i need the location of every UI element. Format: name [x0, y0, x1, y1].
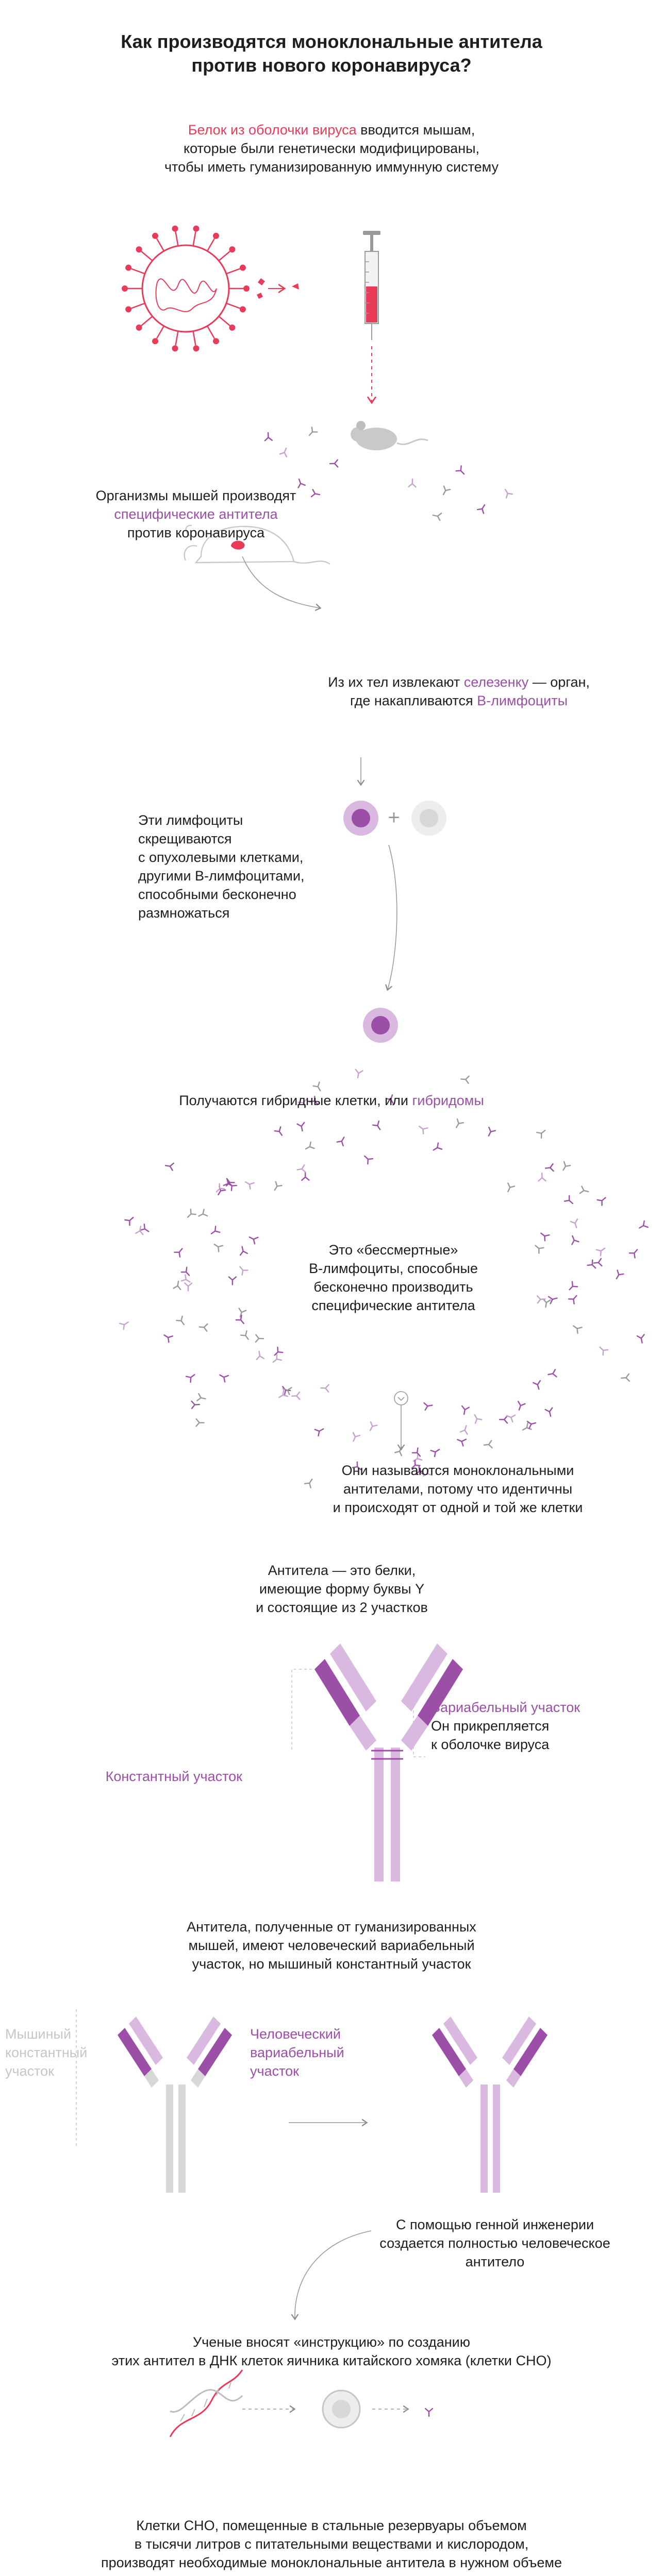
virus-spike [226, 269, 240, 274]
antibody-glyph [248, 1234, 258, 1244]
human-label-line: Человеческий [250, 2026, 341, 2042]
antibody-glyph [354, 1070, 362, 1078]
step-humanized-text [125, 1918, 538, 1973]
antibody-glyph [580, 1187, 589, 1195]
syringe-icon [363, 231, 380, 402]
antibody-glyph [362, 1154, 373, 1164]
antibody-glyph [461, 1075, 469, 1083]
engineering-line: С помощью генной инженерии [395, 2217, 594, 2232]
virus-spike [131, 269, 145, 274]
antibody-glyph [505, 1183, 515, 1193]
coronavirus-icon [122, 226, 250, 351]
virus-spike-tip [229, 246, 235, 252]
immortal-line: В-лимфоциты, способные [309, 1261, 478, 1276]
step-tanks-text [48, 2516, 615, 2572]
monoclonal-line: и происходят от одной и той же клетки [333, 1500, 583, 1515]
antibody-glyph [218, 1372, 228, 1382]
fusion-line: другими В-лимфоцитами, [138, 868, 305, 884]
antibody-glyph [307, 427, 317, 438]
antibody-line: имеющие форму буквы Y [259, 1581, 425, 1597]
antibody-glyph [537, 1296, 545, 1303]
virus-spike-tip [122, 285, 128, 292]
antibody-glyph [174, 1281, 182, 1290]
human-variable-label [250, 2025, 384, 2080]
virus-spike [141, 251, 152, 261]
antibody-glyph [545, 1408, 554, 1417]
antibody-glyph [477, 503, 488, 513]
page-title-line: Как производятся моноклональные антитела [121, 31, 542, 52]
antibody-glyph [165, 1162, 174, 1170]
spleen-line [289, 673, 629, 691]
hybrid-line [125, 1091, 538, 1110]
antibody-glyph [571, 1219, 580, 1229]
step-cho-text [74, 2333, 589, 2370]
immortal-line: специфические антитела [311, 1298, 475, 1313]
antibody-glyph [321, 1384, 328, 1392]
antibody-glyph [538, 1173, 545, 1181]
virus-spike [219, 316, 229, 326]
antibody-glyph [367, 1422, 377, 1432]
cho-line: этих антител в ДНК клеток яичника китайского хомяка (клетки CHO) [111, 2353, 552, 2368]
step-engineering-text [361, 2215, 629, 2271]
spleen-line [289, 691, 629, 710]
antibody-glyph [527, 1419, 537, 1428]
immortal-line: бесконечно производить [313, 1279, 473, 1295]
virus-spike-tip [152, 233, 158, 239]
virus-spikes [122, 226, 250, 351]
organisms-highlight: специфические антитела [114, 506, 278, 522]
antibody-glyph [212, 1241, 223, 1251]
virus-spike [219, 251, 229, 261]
spleen-post: — орган, [528, 674, 590, 690]
antibody-glyph [197, 1209, 207, 1219]
antibody-glyph [629, 1247, 640, 1258]
antibody-glyph [548, 1369, 556, 1378]
virus-spike [207, 239, 214, 251]
virus-spike [193, 331, 196, 346]
antibody-glyph [637, 1334, 646, 1343]
antibody-glyph [315, 1426, 325, 1436]
spleen-pre: Из их тел извлекают [328, 674, 464, 690]
antibody-glyph [440, 486, 450, 496]
antibody-glyph [277, 1390, 287, 1400]
tanks-line: Клетки CHO, помещенные в стальные резервуары объемом [136, 2518, 527, 2533]
virus-spike [157, 326, 164, 338]
virus-spike [207, 326, 214, 338]
cho-line: Ученые вносят «инструкцию» по созданию [193, 2334, 470, 2350]
organisms-line: против коронавируса [127, 525, 265, 540]
page-title-line: против нового коронавируса? [191, 55, 472, 76]
virus-spike [131, 303, 145, 309]
antibody-glyph [638, 1221, 648, 1231]
human-label-line: участок [250, 2063, 299, 2079]
step-hybrid-text [125, 1091, 538, 1110]
monoclonal-line: Они называются моноклональными [341, 1463, 574, 1478]
antibody-glyph [337, 1136, 347, 1146]
step-antibody-text [228, 1561, 455, 1617]
constant-label: Константный участок [105, 1769, 242, 1784]
antibody-glyph [571, 1323, 582, 1333]
antibody-glyph [593, 1259, 602, 1266]
curved-arrow [295, 2231, 371, 2318]
antibody-line: и состоящие из 2 участков [256, 1600, 428, 1615]
antibody-glyph [539, 1230, 549, 1241]
virus-spike [157, 239, 164, 251]
antibody-glyph [280, 447, 290, 456]
virus-spike-tip [136, 325, 142, 331]
mouse-label-line: константный [5, 2045, 88, 2060]
virus-spike-tip [240, 265, 246, 271]
antibody-glyph [120, 1319, 130, 1329]
virus-spike-tip [243, 285, 250, 292]
antibody-glyph [181, 1267, 192, 1278]
fusion-line: скрещиваются [138, 831, 232, 846]
spleen-icon [231, 541, 245, 550]
antibody-glyph [229, 1277, 236, 1285]
antibody-glyph [456, 1436, 466, 1446]
antibody-glyph [136, 1226, 144, 1234]
virus-spike [193, 232, 196, 246]
antibody-glyph [567, 1282, 577, 1293]
immortal-line: Это «бессмертные» [328, 1242, 458, 1258]
hybridoma-highlight: гибридомы [412, 1093, 484, 1108]
antibody-glyph [297, 1165, 306, 1173]
antibody-glyph [395, 1446, 405, 1456]
antibody-glyph [460, 1425, 470, 1434]
fusion-line: способными бесконечно [138, 887, 296, 902]
page-title [74, 30, 589, 77]
antibody-glyph [549, 1295, 558, 1303]
antibody-glyph [264, 433, 272, 441]
monoclonal-line: антителами, потому что идентичны [343, 1481, 573, 1497]
cho-cell-icon [323, 2391, 360, 2428]
antibody-glyph [569, 1293, 579, 1304]
antibody-glyph [516, 1401, 525, 1411]
antibody-glyph [256, 1335, 263, 1343]
spleen-line2-pre: где накапливаются [350, 693, 477, 708]
antibody-glyph [486, 1127, 495, 1138]
antibody-glyph [598, 1195, 608, 1205]
antibody-glyph [569, 1234, 579, 1244]
virus-spike [141, 316, 152, 326]
antibody-glyph [192, 1401, 200, 1409]
antibody-glyph [588, 1260, 599, 1270]
antibody-glyph [431, 1446, 441, 1456]
tanks-line: производят необходимые моноклональные антитела в нужном объеме [101, 2555, 562, 2570]
protein-highlight: Белок из оболочки вируса [188, 122, 357, 138]
protein-fragments-icon [257, 278, 299, 299]
step-immortal-text [285, 1241, 502, 1315]
antibody-glyph [244, 1179, 254, 1189]
antibody-glyph [537, 1128, 547, 1138]
variable-desc-line: к оболочке вируса [431, 1737, 550, 1752]
viral-rna [156, 279, 217, 312]
fusion-line: Эти лимфоциты [138, 812, 243, 828]
antibody-glyph [565, 1196, 575, 1206]
antibody-glyph [350, 1433, 360, 1443]
variable-label: Вариабельный участок [431, 1700, 581, 1715]
virus-spike-tip [136, 246, 142, 252]
tanks-line: в тысячи литров с питательными веществами и кислородом, [134, 2536, 529, 2552]
spleen-highlight: селезенку [463, 674, 529, 690]
antibody-glyph [297, 1123, 306, 1132]
step-monoclonal-text [298, 1461, 618, 1517]
antibody-glyph [237, 1264, 247, 1275]
antibody-glyph [408, 479, 416, 487]
antibody-glyph [241, 1331, 251, 1341]
antibody-glyph [330, 460, 338, 467]
antibody-glyph [424, 1402, 433, 1410]
antibody-glyph [545, 1164, 553, 1172]
antibody-glyph [502, 487, 512, 498]
variable-region-label [431, 1698, 653, 1754]
antibody-glyph [453, 1119, 463, 1129]
fusion-line: с опухолевыми клетками, [138, 850, 304, 865]
mouse-constant-label [5, 2025, 108, 2080]
dna-icon [170, 2370, 242, 2437]
antibody-glyph [433, 512, 442, 520]
engineering-line: создается полностью человеческое [379, 2235, 610, 2251]
single-cell-icon [394, 1392, 408, 1449]
cho-antibody-icon [425, 2409, 433, 2416]
constant-region-label [36, 1767, 242, 1786]
virus-spike-tip [125, 265, 131, 271]
virus-spike-tip [213, 338, 219, 344]
virus-spike-tip [152, 338, 158, 344]
human-antibody-icon [432, 2016, 548, 2193]
antibody-glyph [417, 1124, 427, 1134]
antibody-glyph [162, 1332, 173, 1342]
virus-spike-tip [193, 345, 199, 351]
antibody-glyph [174, 1246, 185, 1257]
mouse-label-line: участок [5, 2063, 54, 2079]
antibody-glyph [271, 1354, 281, 1365]
antibody-glyph [256, 1351, 264, 1360]
step-protein-line: которые были генетически модифицированы, [183, 141, 480, 156]
protein-rest: вводится мышам, [356, 122, 475, 138]
antibody-glyph [275, 1127, 285, 1137]
antibody-glyph [125, 1215, 136, 1225]
mouse-icon [351, 421, 428, 450]
virus-spike [176, 331, 178, 346]
virus-spike [176, 232, 178, 246]
antibody-glyph [196, 1419, 204, 1426]
antibody-glyph [460, 1406, 469, 1415]
antibody-glyph [373, 1121, 383, 1131]
hybrid-pre: Получаются гибридные клетки, или [179, 1093, 412, 1108]
fusion-line: размножаться [138, 905, 230, 921]
mouse-label-line: Мышиный [5, 2026, 72, 2042]
humanized-line: участок, но мышиный константный участок [192, 1956, 471, 1972]
variable-desc-line: Он прикрепляется [431, 1718, 550, 1734]
antibody-glyph [456, 466, 467, 477]
antibody-glyph [432, 1143, 442, 1154]
step-spleen-text [289, 673, 629, 710]
antibody-glyph [614, 1270, 624, 1281]
antibody-line: Антитела — это белки, [268, 1563, 416, 1578]
antibody-structure-diagram [292, 1643, 463, 1882]
antibody-glyph [209, 1226, 220, 1236]
virus-spike-tip [240, 306, 246, 312]
humanized-line: мышей, имеют человеческий вариабельный [188, 1938, 475, 1953]
antibody-glyph [533, 1243, 543, 1253]
antibody-glyph [304, 1142, 314, 1153]
virus-spike-tip [172, 226, 178, 232]
virus-spike [226, 303, 240, 309]
engineering-line: антитело [465, 2254, 525, 2269]
virus-spike-tip [193, 226, 199, 232]
antibody-glyph [272, 1182, 282, 1192]
b-lymphocytes-highlight: В-лимфоциты [477, 693, 568, 708]
antibody-glyph [596, 1245, 607, 1256]
antibody-glyph [186, 1372, 196, 1382]
step-protein-text [125, 121, 538, 176]
organisms-line: Организмы мышей производят [95, 488, 296, 503]
antibody-glyph [500, 1416, 507, 1423]
virus-spike-tip [125, 306, 131, 312]
antibody-glyph [560, 1162, 570, 1172]
humanized-line: Антитела, полученные от гуманизированных [187, 1919, 476, 1935]
virus-spike-tip [213, 233, 219, 239]
antibody-glyph [621, 1374, 629, 1382]
antibody-glyph [472, 1413, 482, 1423]
antibody-glyph [197, 1394, 206, 1402]
virus-spike-tip [172, 345, 178, 351]
antibody-glyph [199, 1324, 207, 1331]
antibody-glyph [181, 1275, 192, 1285]
antibody-glyph [484, 1440, 492, 1448]
antibody-glyph [533, 1381, 542, 1390]
step-protein-line: чтобы иметь гуманизированную иммунную систему [164, 159, 499, 175]
antibody-glyph [542, 1299, 551, 1308]
antibody-glyph [185, 1283, 192, 1291]
step-fusion-text [138, 811, 365, 922]
antibody-glyph [292, 1392, 300, 1400]
step-protein-line [125, 121, 538, 139]
antibody-glyph [239, 1246, 247, 1255]
antibody-glyph [236, 1315, 246, 1326]
antibody-glyph [185, 1209, 196, 1220]
antibody-glyph [176, 1316, 187, 1327]
antibody-glyph [302, 1173, 309, 1180]
step-organisms-text [62, 486, 330, 542]
antibody-glyph [598, 1345, 608, 1355]
svg-text:+: + [388, 806, 400, 829]
virus-spike-tip [229, 325, 235, 331]
human-label-line: вариабельный [250, 2045, 344, 2060]
